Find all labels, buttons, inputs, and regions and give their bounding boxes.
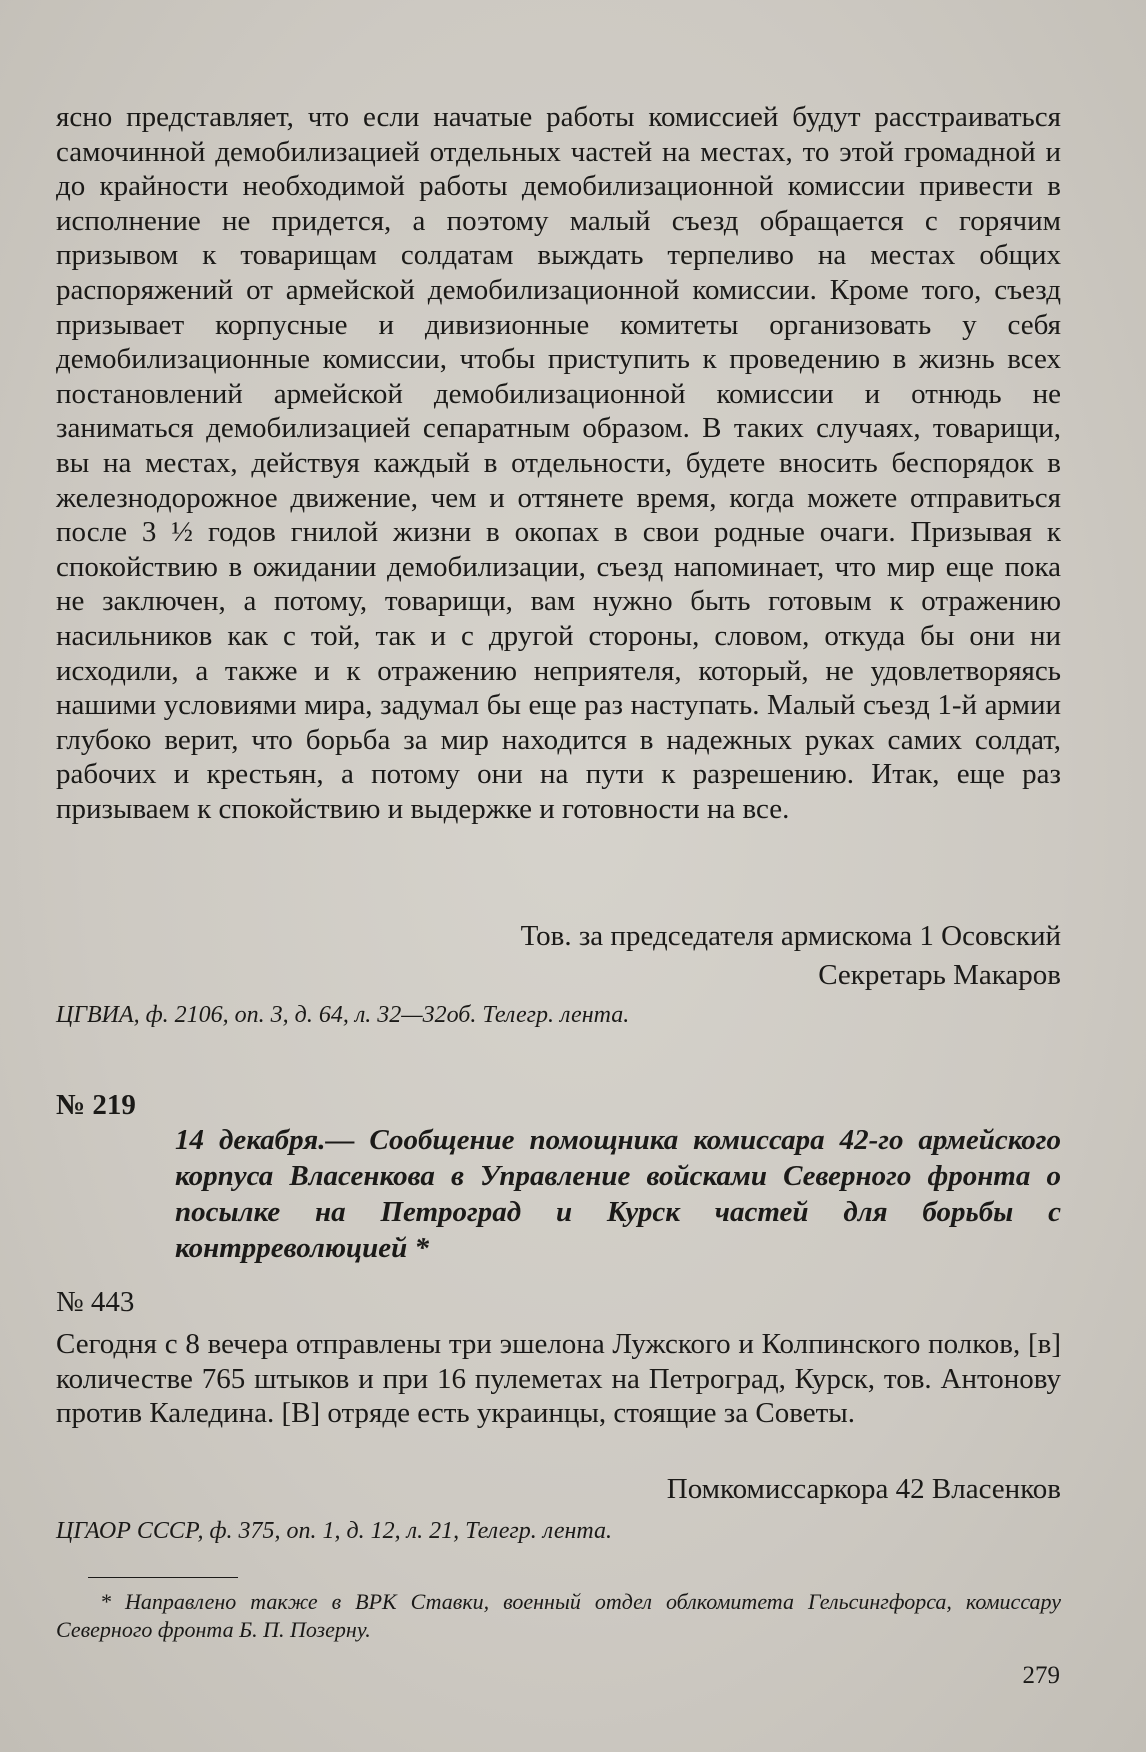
footnote: * Направлено также в ВРК Ставки, военный отдел облкомитета Гельсингфорса, комиссару Северного фронта Б. П. Позерну.: [56, 1589, 1061, 1642]
continuation-paragraph: ясно представляет, что если начатые работы комиссией будут расстраиваться самочинной демобилизацией отдельных частей на местах, то этой громадной и до крайности необходимой работы демобилизационной комиссии привести в исполнение не придется, а поэтому малый съезд обращается с горячим призывом к товарищам солдатам выждать терпеливо на местах общих распоряжений от армейской демобилизационной комиссии. Кроме того, съезд призывает корпусные и дивизионные комитеты организовать у себя демобилизационные комиссии, чтобы приступить к проведению в жизнь всех постановлений армейской демобилизационной комиссии и отнюдь не заниматься демобилизацией сепаратным образом. В таких случаях, товарищи, вы на местах, действуя каждый в отдельности, будете вносить беспорядок в железнодорожное движение, чем и оттянете время, когда можете отправиться после 3 ½ годов гнилой жизни в окопах в свои родные очаги. Призывая к спокойствию в ожидании демобилизации, съезд напоминает, что мир еще пока не заключен, а потому, товарищи, вам нужно быть готовым к отражению насильников как с той, так и с другой стороны, словом, откуда бы они ни исходили, а также и к отражению неприятеля, который, не удовлетворяясь нашими условиями мира, задумал бы еще раз наступать. Малый съезд 1-й армии глубоко верит, что борьба за мир находится в надежных руках самих солдат, рабочих и крестьян, а потому они на пути к разрешению. Итак, еще раз призываем к спокойствию и выдержке и готовности на все.: [56, 101, 1061, 825]
signature-chairman: Тов. за председателя армискома 1 Осовский: [520, 920, 1061, 952]
document-heading: 14 декабря.— Сообщение помощника комиссара 42-го армейского корпуса Власенкова в Управление войсками Северного фронта о посылке на Петроград и Курск частей для борьбы с контрреволюцией *: [175, 1124, 1061, 1264]
page-number: 279: [1022, 1662, 1060, 1689]
document-number: № 219: [56, 1089, 136, 1121]
signature-vlasenkov: Помкомиссаркора 42 Власенков: [666, 1473, 1061, 1505]
telegram-number: № 443: [56, 1286, 135, 1318]
archive-source-2: ЦГАОР СССР, ф. 375, оп. 1, д. 12, л. 21, Телегр. лента.: [56, 1518, 612, 1544]
archive-source-1: ЦГВИА, ф. 2106, оп. 3, д. 64, л. 32—32об. Телегр. лента.: [56, 1002, 630, 1028]
footnote-divider: [88, 1577, 238, 1578]
signature-secretary: Секретарь Макаров: [818, 959, 1061, 991]
telegram-text: Сегодня с 8 вечера отправлены три эшелона Лужского и Колпинского полков, [в] количестве 765 штыков и при 16 пулеметах на Петроград, Курск, тов. Антонову против Каледина. [В] отряде есть украинцы, стоящие за Советы.: [56, 1328, 1061, 1430]
